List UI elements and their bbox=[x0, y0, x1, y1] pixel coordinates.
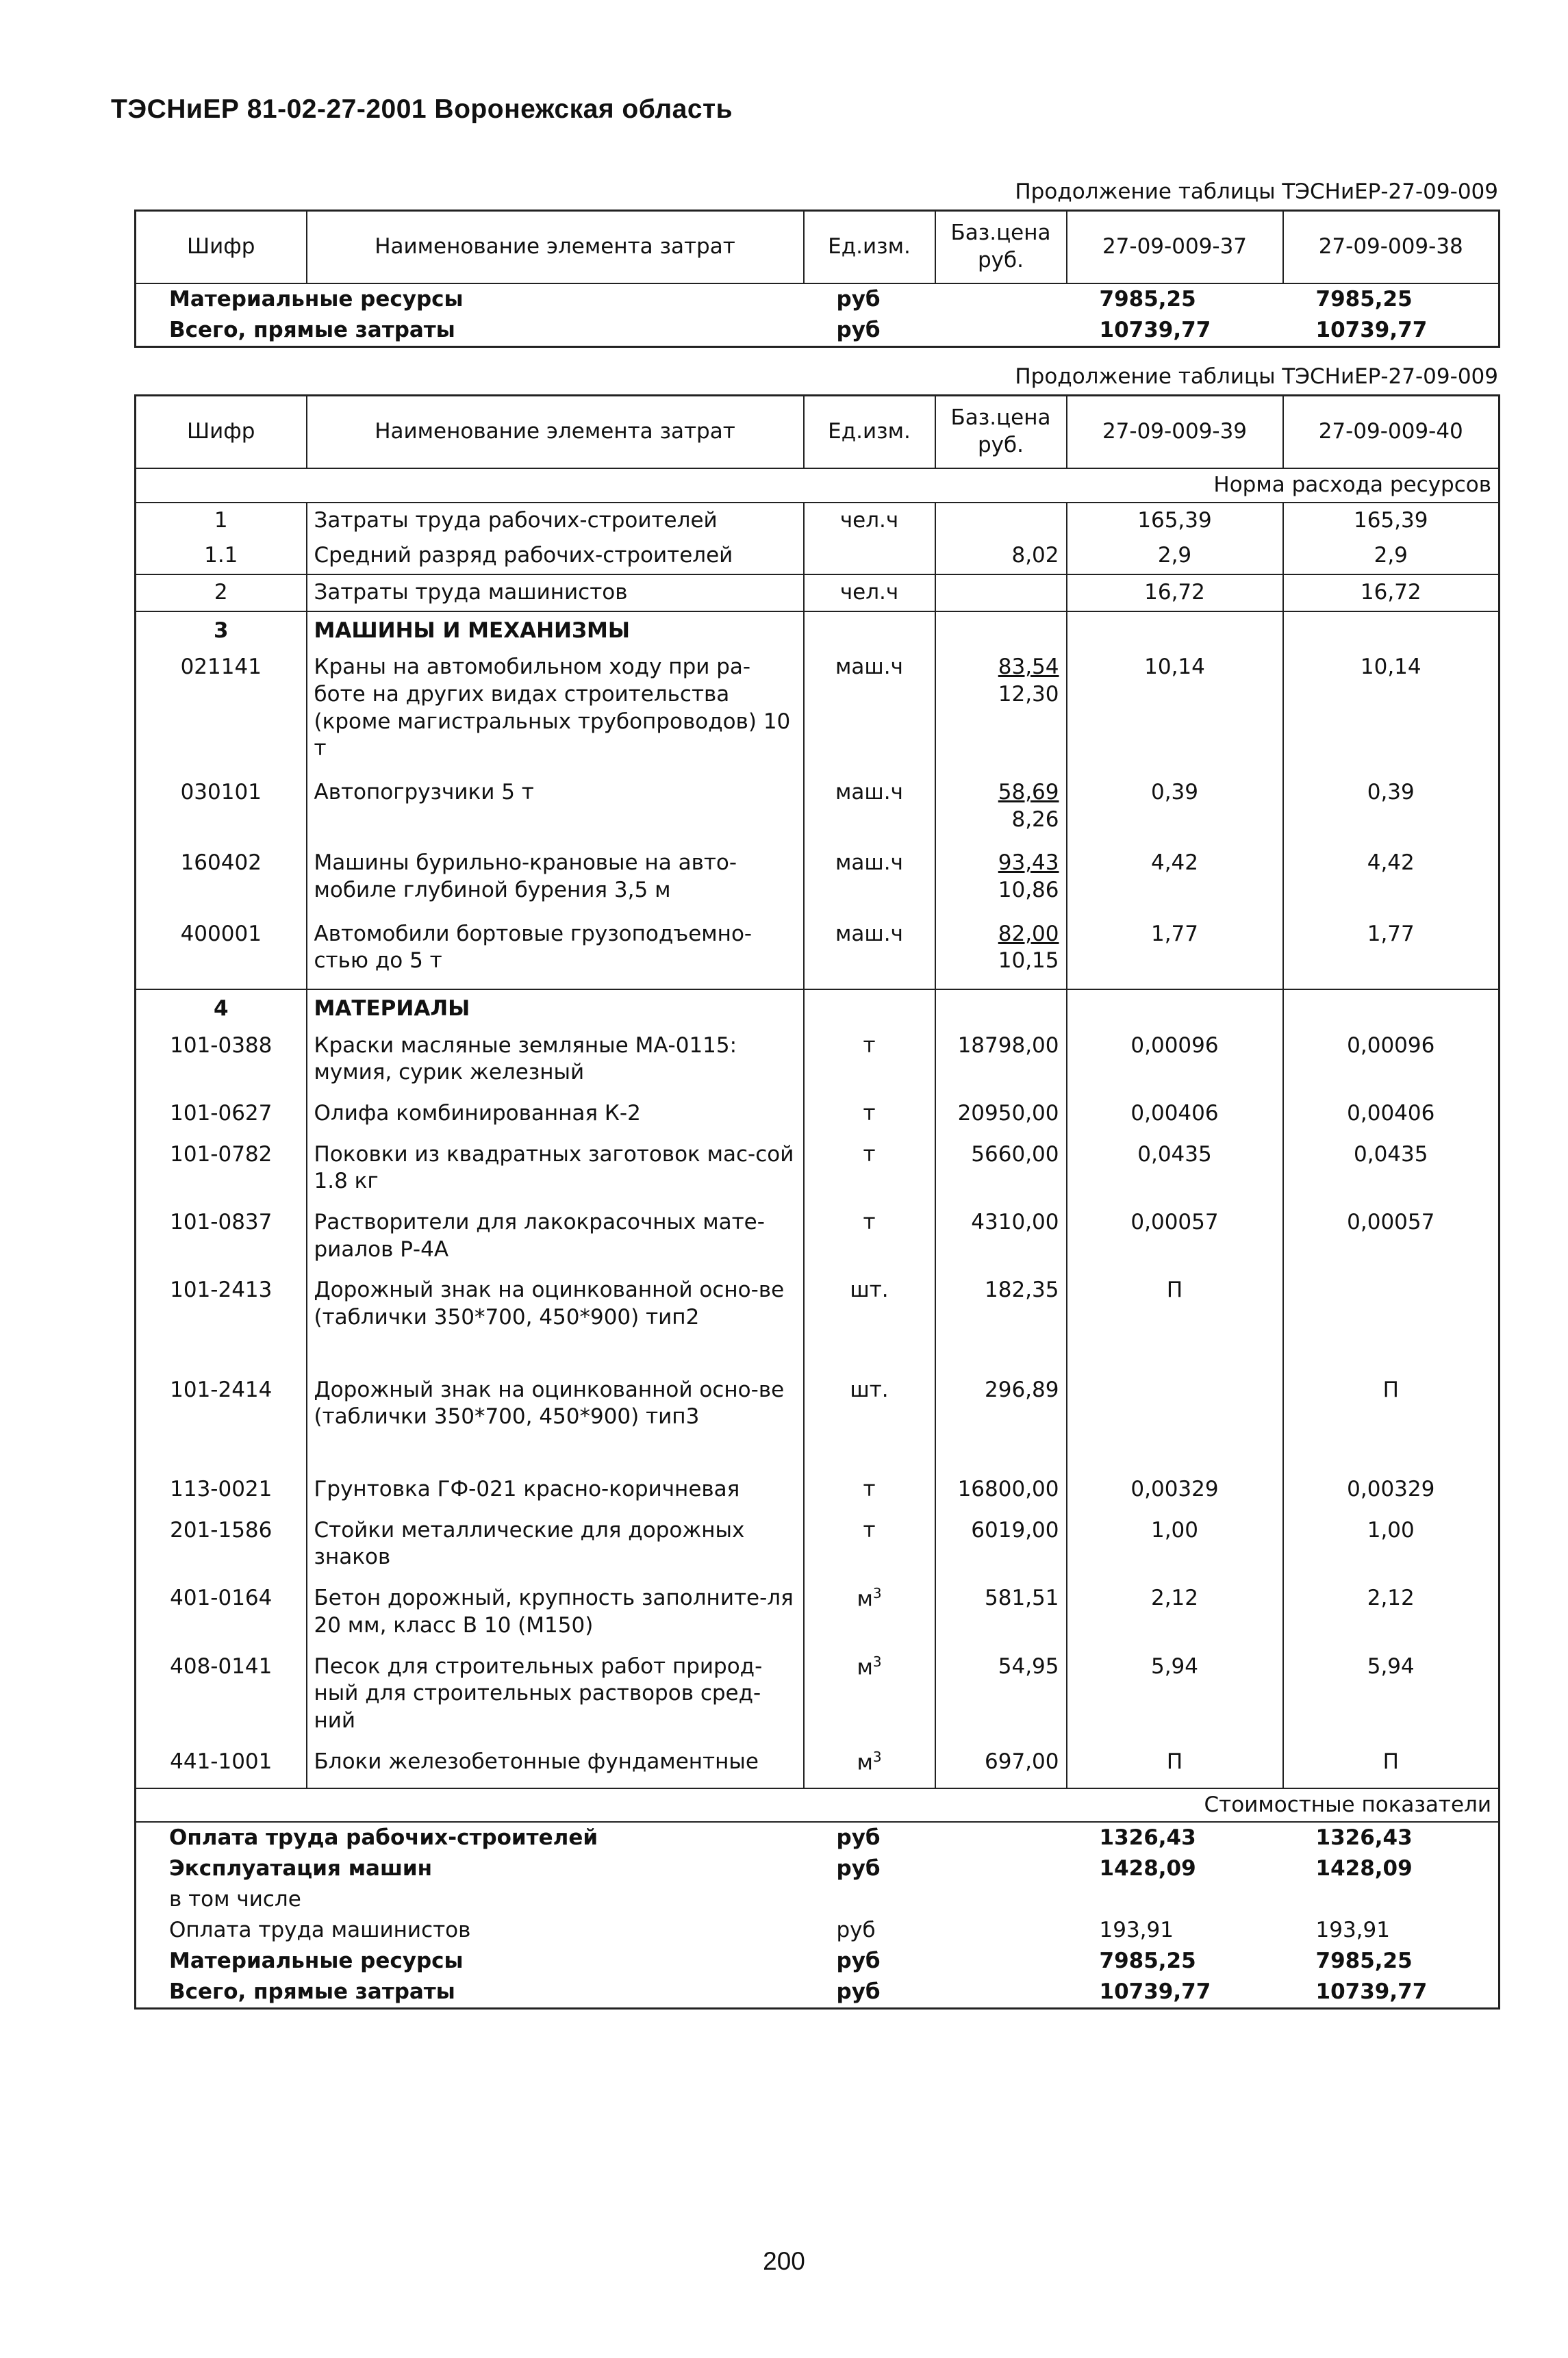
unit-text: м bbox=[857, 1749, 873, 1775]
norm-label-row bbox=[136, 468, 1500, 503]
summary-value-40: 10739,77 bbox=[1315, 1979, 1428, 2004]
empty-cell bbox=[1283, 989, 1500, 1030]
table-row bbox=[136, 1374, 1500, 1473]
row-name: Дорожный знак на оцинкованной осно-ве (таблички 350*700, 450*900) тип2 bbox=[307, 1274, 804, 1373]
table-row bbox=[136, 1473, 1500, 1514]
summary-unit: руб bbox=[836, 1856, 881, 1881]
price-value: 93,43 bbox=[998, 850, 1059, 876]
row-value-40: 4,42 bbox=[1283, 847, 1500, 917]
unit-text: маш.ч bbox=[835, 780, 903, 805]
summary-name: Материальные ресурсы bbox=[169, 1948, 464, 1973]
row-code: 441-1001 bbox=[170, 1749, 273, 1774]
table1-header-row bbox=[136, 211, 1500, 284]
cost-label-row bbox=[136, 1788, 1500, 1823]
summary-price bbox=[935, 1946, 1067, 1977]
row-unit bbox=[804, 918, 935, 989]
summary-name: Оплата труда рабочих-строителей bbox=[169, 1825, 598, 1851]
summary-name: Всего, прямые затраты bbox=[169, 1979, 455, 2004]
row-value-40: 165,39 bbox=[1283, 503, 1500, 539]
table2 bbox=[134, 394, 1500, 2010]
summary-value-39: 193,91 bbox=[1099, 1917, 1174, 1942]
row-value-39: 0,00096 bbox=[1067, 1030, 1283, 1098]
row-value-39: 1,77 bbox=[1067, 918, 1283, 989]
row-price bbox=[935, 1098, 1067, 1139]
row-value-39: 0,0435 bbox=[1067, 1139, 1283, 1206]
row-unit: руб bbox=[836, 287, 881, 312]
price-value: 82,00 bbox=[998, 921, 1059, 946]
price-value: 182,35 bbox=[985, 1278, 1059, 1303]
row-value-39: 10,14 bbox=[1067, 651, 1283, 776]
row-unit bbox=[804, 1473, 935, 1514]
cost-label: Стоимостные показатели bbox=[136, 1788, 1500, 1823]
col-header-37: 27-09-009-37 bbox=[1067, 211, 1283, 284]
summary-row bbox=[136, 1915, 1500, 1946]
row-name: Автопогрузчики 5 т bbox=[307, 776, 804, 847]
row-price bbox=[935, 1582, 1067, 1650]
col-header-39: 27-09-009-39 bbox=[1067, 396, 1283, 469]
row-name: Бетон дорожный, крупность заполните-ля 20 мм, класс В 10 (М150) bbox=[307, 1582, 804, 1650]
row-code: 101-0837 bbox=[170, 1210, 273, 1235]
summary-unit bbox=[804, 1884, 935, 1915]
col-header-unit: Ед.изм. bbox=[804, 211, 935, 284]
row-unit bbox=[804, 1274, 935, 1373]
section-row bbox=[136, 989, 1500, 1030]
row-value-40: 10,14 bbox=[1283, 651, 1500, 776]
table-row bbox=[136, 651, 1500, 776]
row-name: Затраты труда рабочих-строителей bbox=[307, 503, 804, 539]
row-value-40: 16,72 bbox=[1283, 574, 1500, 611]
unit-text: т bbox=[863, 1141, 876, 1167]
machinist-price-value: 12,30 bbox=[998, 682, 1059, 707]
summary-unit: руб bbox=[836, 1948, 881, 1973]
row-name: Поковки из квадратных заготовок мас-сой 1.8 кг bbox=[307, 1139, 804, 1206]
row-value-39: П bbox=[1067, 1746, 1283, 1788]
table1-continuation-label: Продолжение таблицы ТЭСНиЕР-27-09-009 bbox=[1015, 179, 1498, 204]
summary-row bbox=[136, 1977, 1500, 2008]
table-row bbox=[136, 918, 1500, 989]
price-value: 58,69 bbox=[998, 780, 1059, 805]
row-value-40: 2,9 bbox=[1283, 538, 1500, 574]
row-unit bbox=[804, 1514, 935, 1582]
price-value: 20950,00 bbox=[957, 1101, 1059, 1126]
summary-value-40: 1428,09 bbox=[1315, 1856, 1413, 1881]
price-value: 4310,00 bbox=[971, 1210, 1059, 1235]
table-row bbox=[136, 1030, 1500, 1098]
unit-superscript: 3 bbox=[872, 1585, 882, 1602]
row-value-40: 2,12 bbox=[1283, 1582, 1500, 1650]
section-name: МАШИНЫ И МЕХАНИЗМЫ bbox=[307, 611, 804, 652]
row-unit bbox=[804, 503, 935, 539]
row-price bbox=[935, 503, 1067, 539]
row-unit: руб bbox=[836, 317, 881, 342]
unit-text: шт. bbox=[850, 1377, 889, 1402]
summary-value-39: 10739,77 bbox=[1099, 1979, 1211, 2004]
unit-text: м bbox=[857, 1586, 873, 1612]
row-code: 101-0782 bbox=[170, 1141, 273, 1167]
price-value: 18798,00 bbox=[957, 1032, 1059, 1058]
price-value: 16800,00 bbox=[957, 1477, 1059, 1502]
row-value-39: 0,00057 bbox=[1067, 1206, 1283, 1274]
unit-text: м bbox=[857, 1654, 873, 1679]
row-value-39: 16,72 bbox=[1067, 574, 1283, 611]
row-value-40: 0,00406 bbox=[1283, 1098, 1500, 1139]
row-value-39: 0,00406 bbox=[1067, 1098, 1283, 1139]
price-value: 5660,00 bbox=[971, 1141, 1059, 1167]
row-price bbox=[935, 1746, 1067, 1788]
row-code: 101-0388 bbox=[170, 1032, 273, 1058]
col-header-unit: Ед.изм. bbox=[804, 396, 935, 469]
empty-cell bbox=[1067, 989, 1283, 1030]
row-value-39: 2,12 bbox=[1067, 1582, 1283, 1650]
row-value-39: 4,42 bbox=[1067, 847, 1283, 917]
table-row bbox=[136, 1514, 1500, 1582]
row-value-39: 0,39 bbox=[1067, 776, 1283, 847]
empty-cell bbox=[935, 611, 1067, 652]
row-price bbox=[935, 283, 1067, 315]
empty-cell bbox=[1283, 611, 1500, 652]
row-price bbox=[935, 315, 1067, 346]
unit-superscript: 3 bbox=[872, 1653, 882, 1670]
row-price bbox=[935, 1206, 1067, 1274]
row-value-37: 10739,77 bbox=[1099, 317, 1211, 342]
col-header-code: Шифр bbox=[136, 211, 307, 284]
price-value: 6019,00 bbox=[971, 1517, 1059, 1543]
row-value-39: 0,00329 bbox=[1067, 1473, 1283, 1514]
row-value-40: П bbox=[1283, 1746, 1500, 1788]
table-row bbox=[136, 1139, 1500, 1206]
row-value-39: 165,39 bbox=[1067, 503, 1283, 539]
table1-row bbox=[136, 283, 1500, 315]
row-value-40: П bbox=[1283, 1374, 1500, 1473]
summary-row bbox=[136, 1884, 1500, 1915]
row-value-40: 0,00096 bbox=[1283, 1030, 1500, 1098]
row-unit bbox=[804, 776, 935, 847]
row-code: 401-0164 bbox=[170, 1586, 273, 1611]
row-unit bbox=[804, 1374, 935, 1473]
row-price bbox=[935, 1374, 1067, 1473]
row-unit bbox=[804, 1098, 935, 1139]
machinist-price-value: 10,15 bbox=[998, 948, 1059, 974]
row-code: 160402 bbox=[180, 850, 262, 876]
unit-text: т bbox=[863, 1517, 876, 1543]
machinist-price-value: 10,86 bbox=[998, 878, 1059, 903]
row-name: Растворители для лакокрасочных мате-риалов Р-4А bbox=[307, 1206, 804, 1274]
row-name: Олифа комбинированная К-2 bbox=[307, 1098, 804, 1139]
row-name: Стойки металлические для дорожных знаков bbox=[307, 1514, 804, 1582]
summary-unit: руб bbox=[836, 1917, 876, 1942]
table-row bbox=[136, 1651, 1500, 1746]
row-unit bbox=[804, 847, 935, 917]
unit-text: т bbox=[863, 1477, 876, 1502]
row-value-40: 0,0435 bbox=[1283, 1139, 1500, 1206]
row-value-39: 2,9 bbox=[1067, 538, 1283, 574]
summary-value-40: 7985,25 bbox=[1315, 1948, 1413, 1973]
table-row bbox=[136, 1274, 1500, 1373]
row-name: Грунтовка ГФ-021 красно-коричневая bbox=[307, 1473, 804, 1514]
summary-price bbox=[935, 1884, 1067, 1915]
row-code: 030101 bbox=[180, 780, 262, 805]
table-row bbox=[136, 847, 1500, 917]
row-code: 101-0627 bbox=[170, 1101, 273, 1126]
row-code: 113-0021 bbox=[170, 1477, 273, 1502]
summary-value-39: 1428,09 bbox=[1099, 1856, 1196, 1881]
row-price bbox=[935, 651, 1067, 776]
row-value-39: 5,94 bbox=[1067, 1651, 1283, 1746]
row-unit bbox=[804, 651, 935, 776]
summary-name: в том числе bbox=[169, 1887, 301, 1912]
row-price bbox=[935, 1274, 1067, 1373]
summary-row bbox=[136, 1822, 1500, 1853]
row-code: 201-1586 bbox=[170, 1517, 273, 1543]
row-unit bbox=[804, 574, 935, 611]
row-name: Песок для строительных работ природ-ный для строительных растворов сред-ний bbox=[307, 1651, 804, 1746]
summary-value-39 bbox=[1067, 1884, 1283, 1915]
row-value-37: 7985,25 bbox=[1099, 287, 1196, 312]
row-unit bbox=[804, 1651, 935, 1746]
row-price bbox=[935, 847, 1067, 917]
row-price bbox=[935, 918, 1067, 989]
col-header-price: Баз.цена руб. bbox=[935, 396, 1067, 469]
row-code: 2 bbox=[136, 574, 307, 611]
summary-value-39: 1326,43 bbox=[1099, 1825, 1196, 1851]
row-name: Материальные ресурсы bbox=[169, 287, 464, 312]
row-unit bbox=[804, 1030, 935, 1098]
row-code: 101-2413 bbox=[170, 1278, 273, 1303]
unit-text: т bbox=[863, 1210, 876, 1235]
table1 bbox=[134, 210, 1500, 348]
unit-text: т bbox=[863, 1032, 876, 1058]
col-header-price: Баз.цена руб. bbox=[935, 211, 1067, 284]
unit-text: маш.ч bbox=[835, 921, 903, 946]
row-unit bbox=[804, 1746, 935, 1788]
row-name: Затраты труда машинистов bbox=[307, 574, 804, 611]
page-number: 200 bbox=[763, 2247, 805, 2275]
summary-unit: руб bbox=[836, 1825, 881, 1851]
empty-cell bbox=[804, 989, 935, 1030]
col-header-name: Наименование элемента затрат bbox=[307, 396, 804, 469]
section-code: 4 bbox=[136, 989, 307, 1030]
row-unit bbox=[804, 1206, 935, 1274]
unit-text: т bbox=[863, 1101, 876, 1126]
row-name: Краски масляные земляные МА-0115: мумия, сурик железный bbox=[307, 1030, 804, 1098]
summary-name: Эксплуатация машин bbox=[169, 1856, 433, 1881]
row-code: 101-2414 bbox=[170, 1377, 273, 1402]
row-value-40 bbox=[1283, 1274, 1500, 1373]
summary-value-40: 1326,43 bbox=[1315, 1825, 1413, 1851]
table-row bbox=[136, 1582, 1500, 1650]
unit-text: маш.ч bbox=[835, 850, 903, 876]
row-name: Блоки железобетонные фундаментные bbox=[307, 1746, 804, 1788]
section-code: 3 bbox=[136, 611, 307, 652]
summary-value-40 bbox=[1283, 1884, 1500, 1915]
row-value-38: 7985,25 bbox=[1315, 287, 1413, 312]
section-name: МАТЕРИАЛЫ bbox=[307, 989, 804, 1030]
row-unit bbox=[804, 538, 935, 574]
row-value-39 bbox=[1067, 1374, 1283, 1473]
summary-row bbox=[136, 1946, 1500, 1977]
col-header-40: 27-09-009-40 bbox=[1283, 396, 1500, 469]
row-price bbox=[935, 1030, 1067, 1098]
row-value-39: 1,00 bbox=[1067, 1514, 1283, 1582]
unit-text: чел.ч bbox=[839, 580, 899, 605]
unit-superscript: 3 bbox=[872, 1748, 882, 1765]
summary-value-39: 7985,25 bbox=[1099, 1948, 1196, 1973]
row-price bbox=[935, 1651, 1067, 1746]
row-value-40: 1,00 bbox=[1283, 1514, 1500, 1582]
row-name: Средний разряд рабочих-строителей bbox=[307, 538, 804, 574]
table-row bbox=[136, 1746, 1500, 1788]
row-name: Дорожный знак на оцинкованной осно-ве (таблички 350*700, 450*900) тип3 bbox=[307, 1374, 804, 1473]
row-value-40: 1,77 bbox=[1283, 918, 1500, 989]
empty-cell bbox=[935, 989, 1067, 1030]
col-header-code: Шифр bbox=[136, 396, 307, 469]
price-value: 83,54 bbox=[998, 655, 1059, 680]
norm-label: Норма расхода ресурсов bbox=[136, 468, 1500, 503]
col-header-38: 27-09-009-38 bbox=[1283, 211, 1500, 284]
row-value-40: 0,00329 bbox=[1283, 1473, 1500, 1514]
table1-row bbox=[136, 315, 1500, 346]
summary-value-40: 193,91 bbox=[1315, 1917, 1390, 1942]
price-value: 8,02 bbox=[1011, 543, 1059, 568]
price-value: 296,89 bbox=[985, 1377, 1059, 1402]
row-code: 1.1 bbox=[204, 543, 238, 568]
row-code: 408-0141 bbox=[170, 1653, 273, 1679]
row-unit bbox=[804, 1139, 935, 1206]
table2-header-row bbox=[136, 396, 1500, 469]
price-value: 54,95 bbox=[998, 1653, 1059, 1679]
table-row bbox=[136, 776, 1500, 847]
row-value-40: 0,00057 bbox=[1283, 1206, 1500, 1274]
row-value-39: П bbox=[1067, 1274, 1283, 1373]
summary-row bbox=[136, 1853, 1500, 1884]
col-header-name: Наименование элемента затрат bbox=[307, 211, 804, 284]
row-name: Машины бурильно-крановые на авто-мобиле глубиной бурения 3,5 м bbox=[307, 847, 804, 917]
price-value: 581,51 bbox=[985, 1586, 1059, 1611]
summary-price bbox=[935, 1822, 1067, 1853]
table-row bbox=[136, 538, 1500, 574]
row-code: 1 bbox=[214, 507, 228, 533]
unit-text: маш.ч bbox=[835, 655, 903, 680]
empty-cell bbox=[1067, 611, 1283, 652]
price-value: 697,00 bbox=[985, 1749, 1059, 1774]
unit-text: шт. bbox=[850, 1278, 889, 1303]
row-value-40: 0,39 bbox=[1283, 776, 1500, 847]
machinist-price-value: 8,26 bbox=[1011, 807, 1059, 832]
table2-continuation-label: Продолжение таблицы ТЭСНиЕР-27-09-009 bbox=[1015, 364, 1498, 389]
row-price bbox=[935, 1473, 1067, 1514]
summary-price bbox=[935, 1915, 1067, 1946]
summary-unit: руб bbox=[836, 1979, 881, 2004]
unit-text: чел.ч bbox=[839, 507, 899, 533]
document-title: ТЭСНиЕР 81-02-27-2001 Воронежская область bbox=[111, 94, 733, 124]
row-name: Всего, прямые затраты bbox=[169, 317, 455, 342]
row-value-40: 5,94 bbox=[1283, 1651, 1500, 1746]
row-name: Автомобили бортовые грузоподъемно-стью до 5 т bbox=[307, 918, 804, 989]
row-value-38: 10739,77 bbox=[1315, 317, 1428, 342]
summary-name: Оплата труда машинистов bbox=[169, 1917, 471, 1942]
row-name: Краны на автомобильном ходу при ра-боте на других видах строительства (кроме магистральных трубопроводов) 10 т bbox=[307, 651, 804, 776]
summary-price bbox=[935, 1977, 1067, 2008]
row-price bbox=[935, 1139, 1067, 1206]
table-row bbox=[136, 1206, 1500, 1274]
table-row bbox=[136, 503, 1500, 539]
summary-price bbox=[935, 1853, 1067, 1884]
row-unit bbox=[804, 1582, 935, 1650]
row-price bbox=[935, 538, 1067, 574]
row-price bbox=[935, 776, 1067, 847]
section-row bbox=[136, 611, 1500, 652]
row-code: 400001 bbox=[180, 921, 262, 946]
row-price bbox=[935, 574, 1067, 611]
table-row bbox=[136, 1098, 1500, 1139]
row-price bbox=[935, 1514, 1067, 1582]
table-row bbox=[136, 574, 1500, 611]
row-code: 021141 bbox=[180, 655, 262, 680]
empty-cell bbox=[804, 611, 935, 652]
